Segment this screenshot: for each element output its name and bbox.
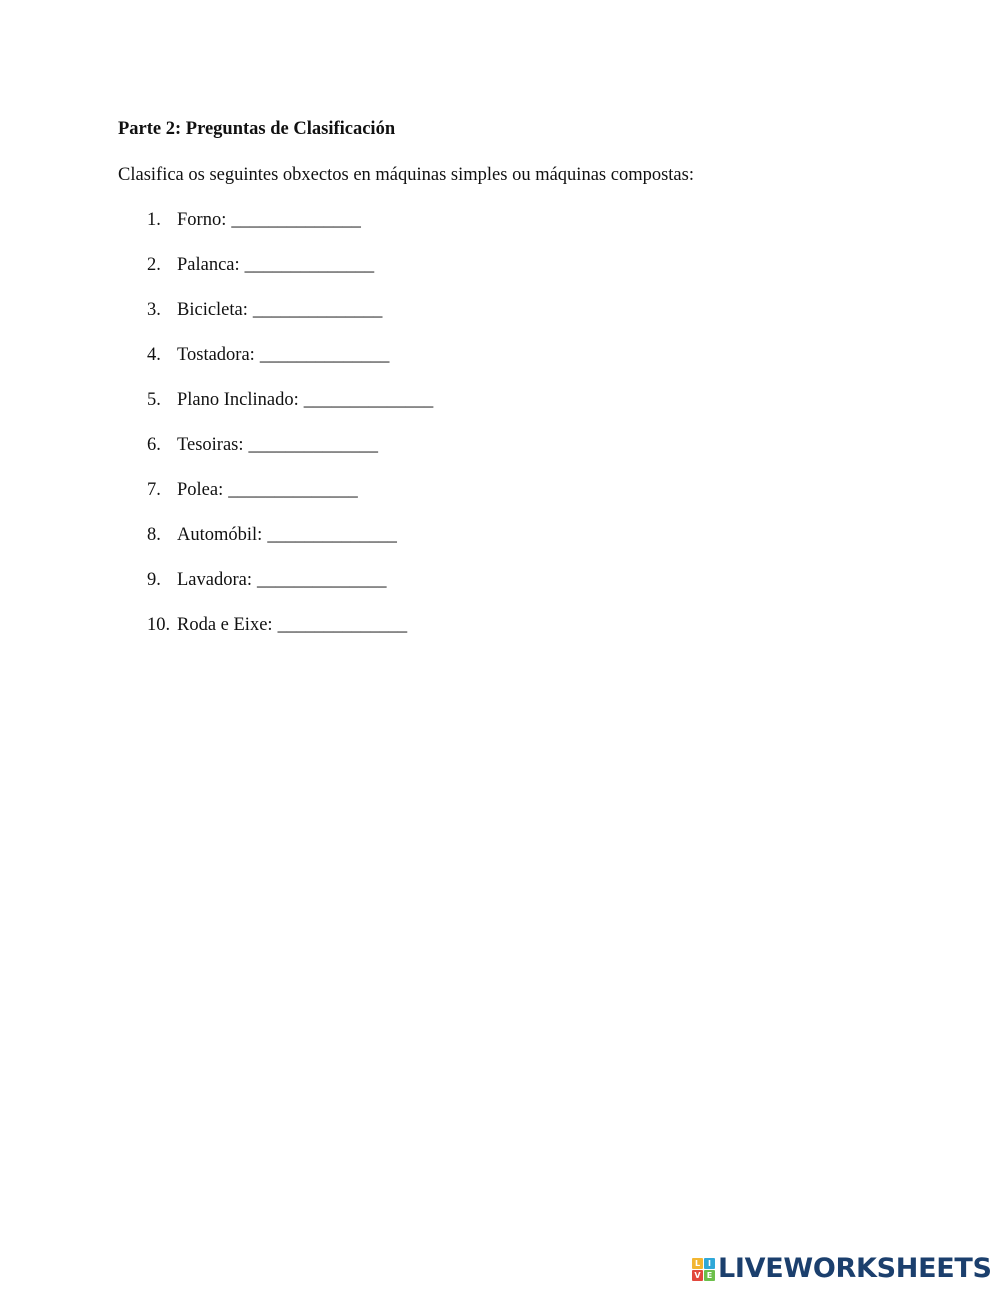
question-text — [177, 613, 407, 637]
question-number: 5. — [147, 390, 161, 410]
answer-blank[interactable]: ______________ — [303, 390, 434, 410]
question-label: Forno: — [177, 210, 227, 230]
question-label: Automóbil: — [177, 525, 263, 545]
question-label: Polea: — [177, 480, 224, 500]
answer-blank[interactable]: ______________ — [252, 300, 383, 320]
question-text — [177, 433, 378, 457]
question-number: 3. — [147, 300, 161, 320]
answer-blank[interactable]: ______________ — [277, 615, 408, 635]
question-number: 7. — [147, 480, 161, 500]
logo-mark-tile: V — [692, 1270, 703, 1281]
logo-mark-tile: I — [704, 1258, 715, 1269]
answer-blank[interactable]: ______________ — [244, 255, 375, 275]
answer-blank[interactable]: ______________ — [267, 525, 397, 545]
question-text — [177, 523, 397, 547]
question-label: Bicicleta: — [177, 300, 248, 320]
liveworksheets-logo-icon — [692, 1258, 715, 1281]
question-number: 6. — [147, 435, 161, 455]
question-number: 10. — [147, 615, 171, 635]
question-text — [177, 478, 358, 502]
question-text — [177, 298, 382, 322]
question-text — [177, 568, 387, 592]
question-label: Roda e Eixe: — [177, 615, 273, 635]
liveworksheets-logo — [692, 1254, 992, 1284]
answer-blank[interactable]: ______________ — [231, 210, 361, 230]
question-text — [177, 343, 389, 367]
question-number: 9. — [147, 570, 161, 590]
question-number: 2. — [147, 255, 161, 275]
logo-mark-tile: E — [704, 1270, 715, 1281]
question-text — [177, 208, 361, 232]
answer-blank[interactable]: ______________ — [257, 570, 387, 590]
question-number: 4. — [147, 345, 161, 365]
section-heading: Parte 2: Preguntas de Clasificación — [118, 119, 396, 139]
instructions-text: Clasifica os seguintes obxectos en máquinas simples ou máquinas compostas: — [118, 165, 694, 185]
liveworksheets-logo-text: LIVEWORKSHEETS — [718, 1253, 992, 1284]
answer-blank[interactable]: ______________ — [228, 480, 358, 500]
answer-blank[interactable]: ______________ — [259, 345, 390, 365]
answer-blank[interactable]: ______________ — [248, 435, 379, 455]
question-label: Palanca: — [177, 255, 240, 275]
question-label: Lavadora: — [177, 570, 252, 590]
question-number: 1. — [147, 210, 161, 230]
question-text — [177, 253, 374, 277]
logo-mark-tile: L — [692, 1258, 703, 1269]
question-label: Tesoiras: — [177, 435, 244, 455]
question-label: Tostadora: — [177, 345, 255, 365]
question-number: 8. — [147, 525, 161, 545]
question-text — [177, 388, 433, 412]
question-label: Plano Inclinado: — [177, 390, 299, 410]
